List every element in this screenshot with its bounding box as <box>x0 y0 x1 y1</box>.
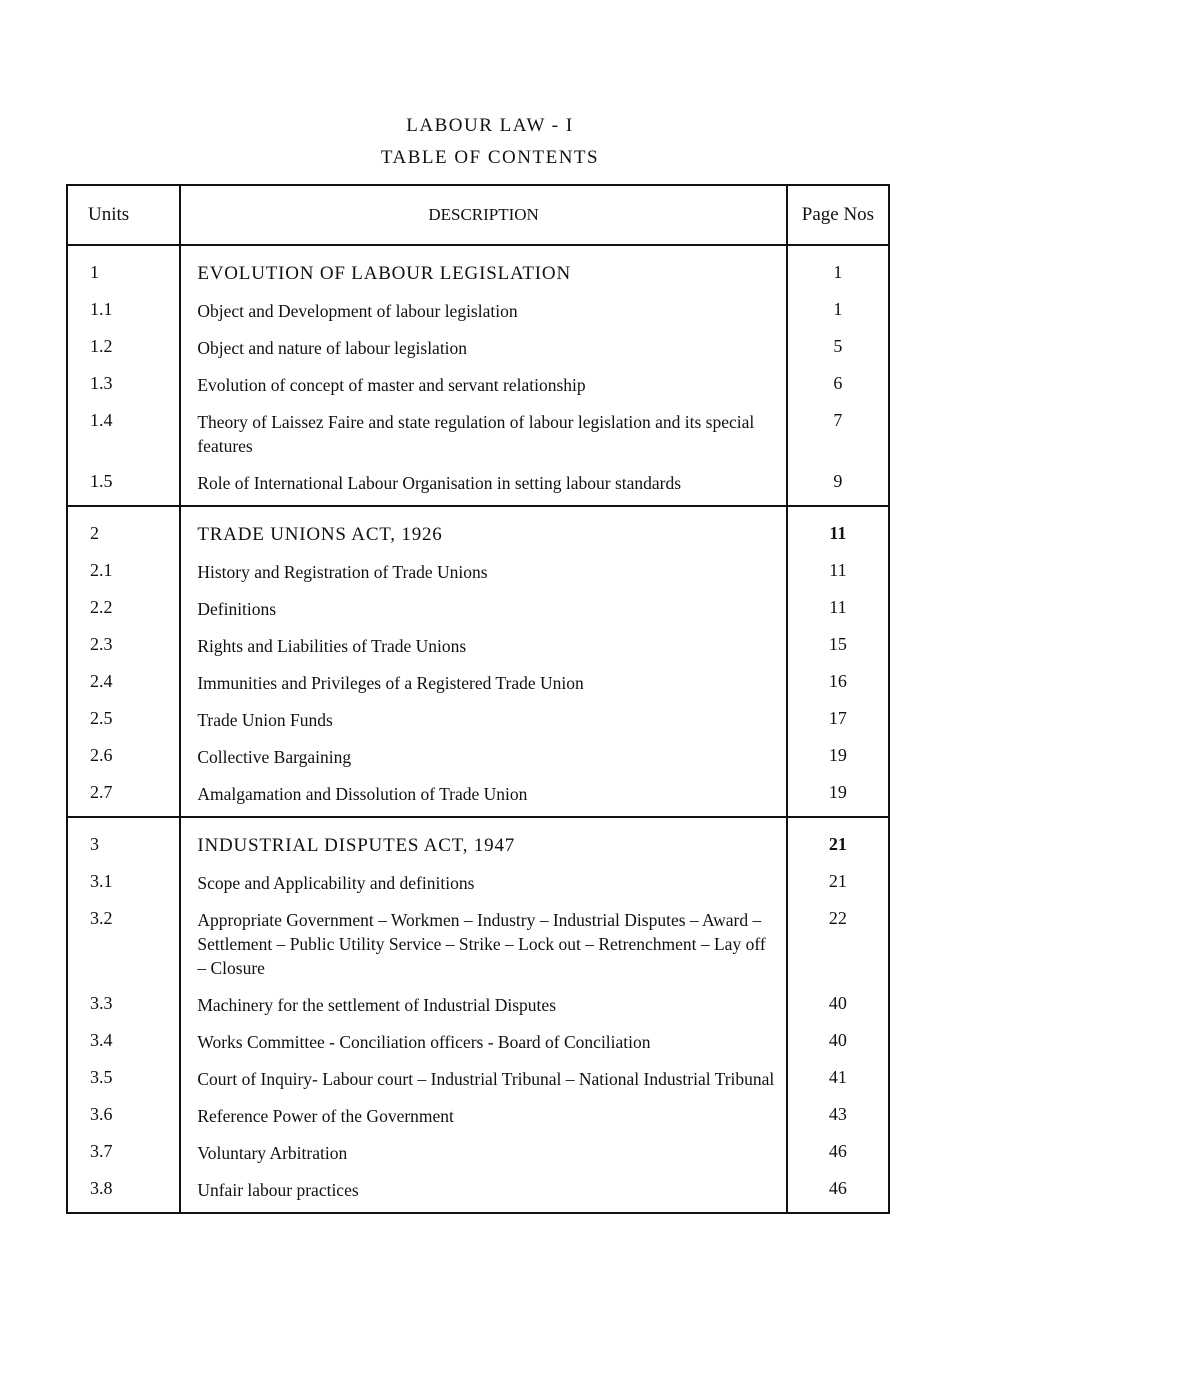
unit-number: 2.1 <box>67 554 180 591</box>
page-number: 43 <box>828 1104 847 1124</box>
section-3 <box>67 817 889 1213</box>
unit-description: Theory of Laissez Faire and state regulation of labour legislation and its special features <box>180 404 787 465</box>
unit-description: Machinery for the settlement of Industrial Disputes <box>180 987 787 1024</box>
page-number: 1 <box>833 262 843 282</box>
unit-number: 3.8 <box>67 1172 180 1213</box>
table-row <box>67 1172 889 1213</box>
unit-number: 3.1 <box>67 865 180 902</box>
table-row <box>67 665 889 702</box>
page-number: 11 <box>829 597 847 617</box>
unit-description: Unfair labour practices <box>180 1172 787 1213</box>
page-column-header: Page Nos <box>787 185 889 245</box>
unit-number: 1.4 <box>67 404 180 465</box>
units-column-header: Units <box>67 185 180 245</box>
unit-number: 3.5 <box>67 1061 180 1098</box>
unit-description: Object and nature of labour legislation <box>180 330 787 367</box>
table-row <box>67 1098 889 1135</box>
page-number: 7 <box>833 410 843 430</box>
page-number: 19 <box>828 782 847 802</box>
unit-description: EVOLUTION OF LABOUR LEGISLATION <box>180 245 787 293</box>
page-number: 16 <box>828 671 847 691</box>
unit-number: 3.3 <box>67 987 180 1024</box>
table-row <box>67 987 889 1024</box>
table-row <box>67 367 889 404</box>
page-number: 21 <box>828 871 847 891</box>
unit-number: 1.2 <box>67 330 180 367</box>
unit-description: Works Committee - Conciliation officers - Board of Conciliation <box>180 1024 787 1061</box>
unit-number: 3.7 <box>67 1135 180 1172</box>
table-row <box>67 776 889 817</box>
unit-number: 3.2 <box>67 902 180 987</box>
unit-number: 2.6 <box>67 739 180 776</box>
unit-description: Amalgamation and Dissolution of Trade Union <box>180 776 787 817</box>
unit-description: Trade Union Funds <box>180 702 787 739</box>
unit-number: 2.5 <box>67 702 180 739</box>
table-row <box>67 245 889 293</box>
unit-description: Object and Development of labour legislation <box>180 293 787 330</box>
page-number: 22 <box>828 908 847 928</box>
page-number: 46 <box>828 1178 847 1198</box>
page-number: 15 <box>828 634 847 654</box>
table-row <box>67 865 889 902</box>
unit-description: Voluntary Arbitration <box>180 1135 787 1172</box>
page-number: 9 <box>833 471 843 491</box>
table-row <box>67 554 889 591</box>
unit-description: Court of Inquiry- Labour court – Industrial Tribunal – National Industrial Tribunal <box>180 1061 787 1098</box>
unit-number: 3 <box>67 817 180 865</box>
table-header <box>67 185 889 245</box>
section-1 <box>67 245 889 506</box>
description-column-header: DESCRIPTION <box>180 185 787 245</box>
table-row <box>67 628 889 665</box>
table-row <box>67 293 889 330</box>
document-subtitle: TABLE OF CONTENTS <box>380 147 600 168</box>
unit-description: Rights and Liabilities of Trade Unions <box>180 628 787 665</box>
unit-description: Evolution of concept of master and servant relationship <box>180 367 787 404</box>
table-row <box>67 902 889 987</box>
table-row <box>67 465 889 506</box>
unit-number: 1.1 <box>67 293 180 330</box>
unit-description: Appropriate Government – Workmen – Industry – Industrial Disputes – Award – Settlement – Public Utility Service – Strike – Lock out – Retrenchment – Lay off – Closure <box>180 902 787 987</box>
table-of-contents <box>66 184 890 1214</box>
page-number: 40 <box>828 993 847 1013</box>
table-row <box>67 330 889 367</box>
page-number: 19 <box>828 745 847 765</box>
unit-description: Role of International Labour Organisation in setting labour standards <box>180 465 787 506</box>
table-row <box>67 404 889 465</box>
page-number: 40 <box>828 1030 847 1050</box>
document-title: LABOUR LAW - I <box>406 115 574 136</box>
table-row <box>67 591 889 628</box>
unit-number: 1.3 <box>67 367 180 404</box>
table-row <box>67 817 889 865</box>
page-number: 11 <box>829 560 847 580</box>
unit-number: 2.3 <box>67 628 180 665</box>
page-number: 6 <box>833 373 843 393</box>
page-number: 17 <box>828 708 847 728</box>
page-number: 21 <box>787 817 889 865</box>
section-2 <box>67 506 889 817</box>
table-row <box>67 1135 889 1172</box>
page-number: 5 <box>833 336 843 356</box>
unit-number: 2.4 <box>67 665 180 702</box>
unit-description: History and Registration of Trade Unions <box>180 554 787 591</box>
header-row <box>67 185 889 245</box>
page-number: 1 <box>833 299 843 319</box>
unit-description: Immunities and Privileges of a Registered Trade Union <box>180 665 787 702</box>
unit-number: 2 <box>67 506 180 554</box>
unit-description: Collective Bargaining <box>180 739 787 776</box>
table-row <box>67 1061 889 1098</box>
unit-number: 3.4 <box>67 1024 180 1061</box>
unit-number: 3.6 <box>67 1098 180 1135</box>
page-number: 46 <box>828 1141 847 1161</box>
page-number: 41 <box>828 1067 847 1087</box>
unit-description: Definitions <box>180 591 787 628</box>
unit-description: Reference Power of the Government <box>180 1098 787 1135</box>
unit-number: 2.2 <box>67 591 180 628</box>
unit-number: 2.7 <box>67 776 180 817</box>
table-row <box>67 506 889 554</box>
page-number: 11 <box>787 506 889 554</box>
table-row <box>67 739 889 776</box>
unit-number: 1.5 <box>67 465 180 506</box>
unit-description: Scope and Applicability and definitions <box>180 865 787 902</box>
unit-number: 1 <box>67 245 180 293</box>
unit-description: TRADE UNIONS ACT, 1926 <box>180 506 787 554</box>
table-row <box>67 1024 889 1061</box>
table-row <box>67 702 889 739</box>
unit-description: INDUSTRIAL DISPUTES ACT, 1947 <box>180 817 787 865</box>
